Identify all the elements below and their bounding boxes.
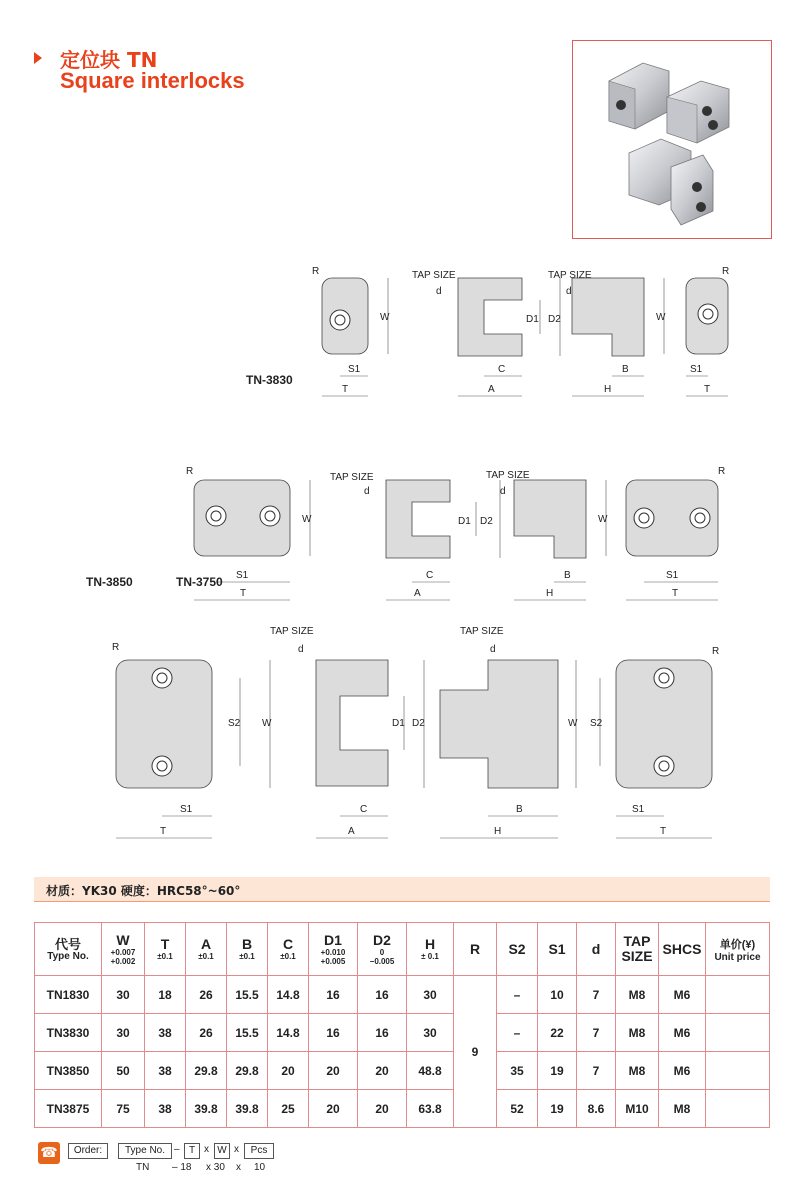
dim-label-w: W bbox=[262, 718, 272, 729]
col-type-no: 代号 Type No. bbox=[35, 923, 102, 976]
dim-label-a: A bbox=[348, 826, 355, 837]
col-unit-price: 单价(¥) Unit price bbox=[706, 923, 770, 976]
technical-drawings bbox=[0, 250, 800, 860]
tn3830-female-view bbox=[458, 278, 522, 356]
dim-label-tap-size: TAP SIZE bbox=[270, 626, 314, 637]
col-r: R bbox=[454, 923, 497, 976]
dim-label-t: T bbox=[704, 384, 711, 395]
dim-label-d: d bbox=[566, 286, 572, 297]
tn3830-male-view bbox=[572, 278, 644, 356]
tn3850-female-view bbox=[386, 480, 450, 558]
title-english: Square interlocks bbox=[60, 68, 245, 93]
dim-label-s1: S1 bbox=[632, 804, 645, 815]
dim-label-b: B bbox=[516, 804, 523, 815]
col-s2: S2 bbox=[497, 923, 538, 976]
dim-label-w: W bbox=[656, 312, 666, 323]
dim-label-s1: S1 bbox=[666, 570, 679, 581]
dim-label-c: C bbox=[426, 570, 434, 581]
dim-label-a: A bbox=[488, 384, 495, 395]
dim-label-r: R bbox=[712, 646, 720, 657]
model-label-tn3750: TN-3750 bbox=[176, 575, 223, 589]
tn3850-male-view bbox=[514, 480, 586, 558]
order-example-pcs: 10 bbox=[254, 1162, 266, 1173]
dim-label-d2: D2 bbox=[480, 516, 493, 527]
dim-label-t: T bbox=[240, 588, 247, 599]
dim-label-d2: D2 bbox=[412, 718, 425, 729]
dim-label-s2: S2 bbox=[228, 718, 241, 729]
dim-label-d: d bbox=[500, 486, 506, 497]
spec-table bbox=[34, 922, 770, 1128]
dim-label-d1: D1 bbox=[526, 314, 539, 325]
dim-label-d2: D2 bbox=[548, 314, 561, 325]
order-example: ☎ Order: Type No. – T x W x Pcs TN – 18 x 30 x 10 bbox=[38, 1140, 358, 1174]
col-b: B ±0.1 bbox=[227, 923, 268, 976]
dim-label-s1: S1 bbox=[180, 804, 193, 815]
dim-label-d: d bbox=[490, 644, 496, 655]
dim-label-h: H bbox=[494, 826, 502, 837]
dim-label-tap-size: TAP SIZE bbox=[486, 470, 530, 481]
dim-label-d1: D1 bbox=[458, 516, 471, 527]
table-row: TN3830 30 38 26 15.5 14.8 16 16 30 – 22 7 M8 M6 bbox=[35, 1014, 770, 1052]
dim-label-s1: S1 bbox=[690, 364, 703, 375]
table-header-row bbox=[35, 923, 770, 976]
title-arrow-icon bbox=[34, 52, 42, 64]
dim-label-tap-size: TAP SIZE bbox=[548, 270, 592, 281]
material-bar bbox=[34, 877, 770, 902]
dim-label-r: R bbox=[186, 466, 194, 477]
dim-label-r: R bbox=[312, 266, 320, 277]
order-example-w: x 30 bbox=[206, 1162, 225, 1173]
dim-label-tap-size: TAP SIZE bbox=[330, 472, 374, 483]
dim-label-s2: S2 bbox=[590, 718, 603, 729]
phone-icon: ☎ bbox=[38, 1142, 60, 1164]
col-w: W +0.007 +0.002 bbox=[102, 923, 145, 976]
title-chinese: 定位块 TN bbox=[60, 48, 158, 72]
order-field-w: W bbox=[214, 1143, 230, 1159]
dim-label-a: A bbox=[414, 588, 421, 599]
col-shcs: SHCS bbox=[659, 923, 706, 976]
col-s1: S1 bbox=[538, 923, 577, 976]
dim-label-w: W bbox=[380, 312, 390, 323]
dim-label-t: T bbox=[672, 588, 679, 599]
dim-label-s1: S1 bbox=[236, 570, 249, 581]
dim-label-h: H bbox=[546, 588, 554, 599]
dim-label-d: d bbox=[364, 486, 370, 497]
dim-label-b: B bbox=[564, 570, 571, 581]
dim-label-r: R bbox=[722, 266, 730, 277]
order-field-pcs: Pcs bbox=[244, 1143, 274, 1159]
col-d2: D2 0 −0.005 bbox=[358, 923, 407, 976]
dim-label-r: R bbox=[718, 466, 726, 477]
table-row: TN3875 75 38 39.8 39.8 25 20 20 63.8 52 19 8.6 M10 M8 bbox=[35, 1090, 770, 1128]
order-example-type: TN bbox=[136, 1162, 150, 1173]
col-t: T ±0.1 bbox=[145, 923, 186, 976]
tn3875-male-view bbox=[440, 660, 558, 788]
product-photo bbox=[572, 40, 772, 239]
dim-label-tap-size: TAP SIZE bbox=[412, 270, 456, 281]
r-value-cell: 9 bbox=[454, 976, 497, 1128]
order-example-t: – 18 bbox=[172, 1162, 192, 1173]
order-field-t: T bbox=[184, 1143, 200, 1159]
dim-label-c: C bbox=[360, 804, 368, 815]
dim-label-s1: S1 bbox=[348, 364, 361, 375]
col-d1: D1 +0.010 +0.005 bbox=[309, 923, 358, 976]
order-field-type-no: Type No. bbox=[118, 1143, 172, 1159]
dim-label-h: H bbox=[604, 384, 612, 395]
col-a: A ±0.1 bbox=[186, 923, 227, 976]
tn3875-female-view bbox=[316, 660, 388, 786]
dim-label-tap-size: TAP SIZE bbox=[460, 626, 504, 637]
dim-label-d: d bbox=[436, 286, 442, 297]
dim-label-t: T bbox=[342, 384, 349, 395]
dim-label-r: R bbox=[112, 642, 120, 653]
model-label-tn3850: TN-3850 bbox=[86, 575, 133, 589]
table-row: TN3850 50 38 29.8 29.8 20 20 20 48.8 35 19 7 M8 M6 bbox=[35, 1052, 770, 1090]
dim-label-t: T bbox=[160, 826, 167, 837]
col-d: d bbox=[577, 923, 616, 976]
dim-label-b: B bbox=[622, 364, 629, 375]
model-label-tn3830: TN-3830 bbox=[246, 373, 293, 387]
dim-label-c: C bbox=[498, 364, 506, 375]
dim-label-d1: D1 bbox=[392, 718, 405, 729]
col-tap-size: TAP SIZE bbox=[616, 923, 659, 976]
col-c: C ±0.1 bbox=[268, 923, 309, 976]
dim-label-w: W bbox=[302, 514, 312, 525]
dim-label-d: d bbox=[298, 644, 304, 655]
col-h: H ± 0.1 bbox=[407, 923, 454, 976]
dim-label-w: W bbox=[568, 718, 578, 729]
material-text: 材质：YK30 硬度：HRC58°~60° bbox=[46, 884, 241, 898]
table-row: TN1830 30 18 26 15.5 14.8 16 16 30 9 – 10 7 M8 M6 bbox=[35, 976, 770, 1014]
dim-label-w: W bbox=[598, 514, 608, 525]
dim-label-t: T bbox=[660, 826, 667, 837]
order-label: Order: bbox=[68, 1143, 108, 1159]
